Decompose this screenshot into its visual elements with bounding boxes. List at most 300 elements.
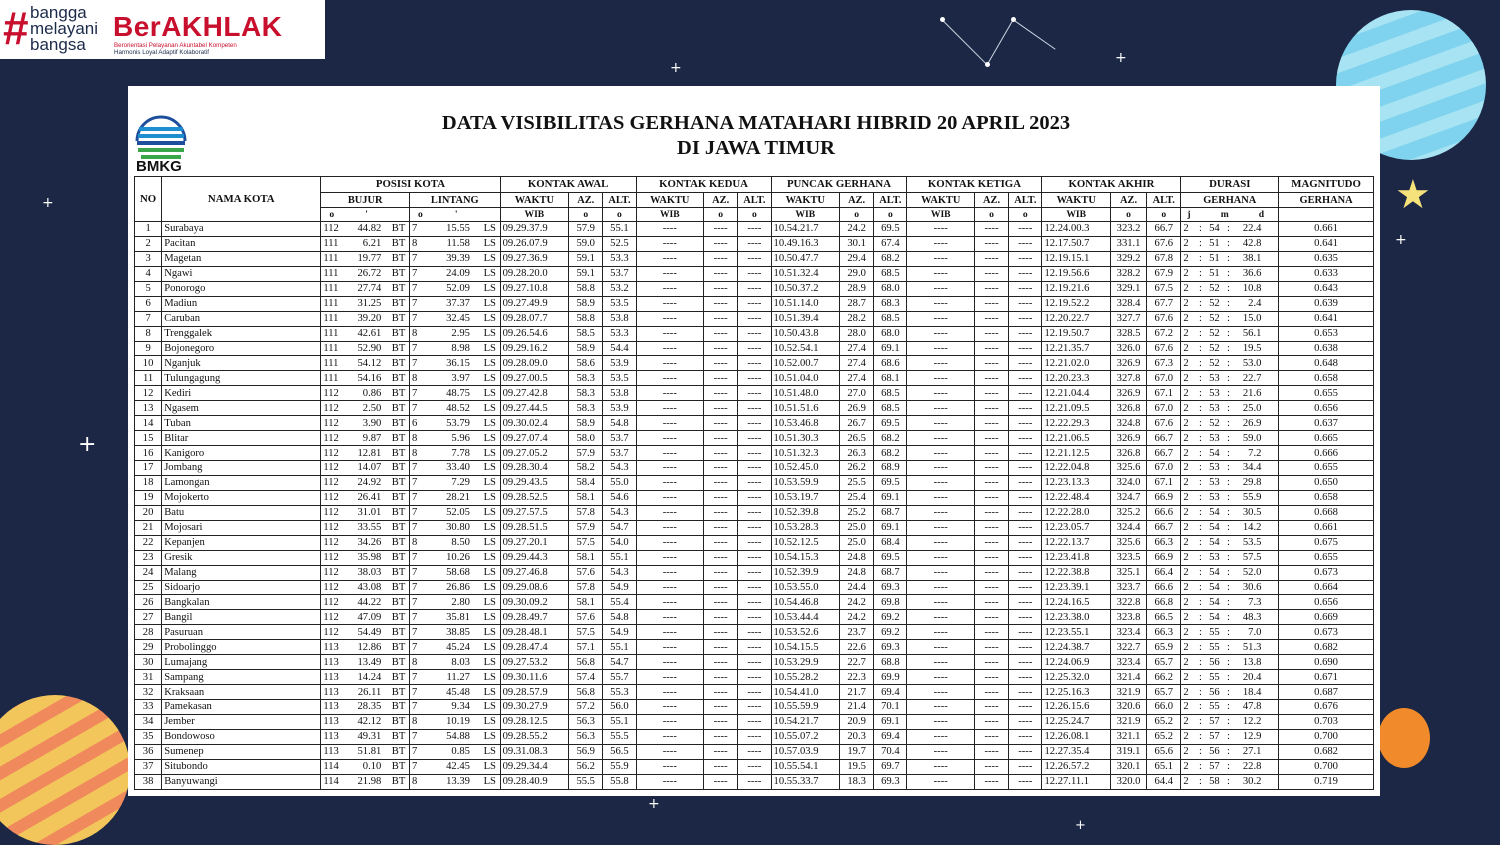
sparkle-icon: + [670,60,682,76]
lintang-dir: LS [483,537,496,549]
kontak-akhir-alt: 66.7 [1154,447,1174,459]
lintang-deg: 7 [411,731,418,743]
row-number: 22 [142,537,154,549]
header-alt: ALT. [1147,193,1181,208]
kontak-awal-waktu: 09.27.05.2 [502,447,548,459]
table-row: 20 Batu 112 31.01 BT 7 52.05 LS 09.27.57.5 57.8 54.3 ---- ---- ---- 10.52.39.8 25.2 68.7 ---- ---- ---- 12.22.28.0 325.2 66.6 2 : 54 : 30.5 0.668 [135,505,1374,520]
dash-value: ---- [747,611,762,623]
dash-value: ---- [662,342,677,354]
bujur-deg: 112 [323,507,339,519]
puncak-waktu: 10.53.59.9 [773,477,819,489]
lintang-dir: LS [483,387,496,399]
dash-value: ---- [984,522,999,534]
unit-empty [1279,208,1374,222]
kontak-awal-alt: 55.3 [610,686,629,698]
durasi-j: 2 [1183,342,1189,354]
lintang-deg: 7 [411,387,418,399]
durasi-j: 2 [1183,402,1189,414]
kontak-awal-az: 57.1 [576,641,595,653]
lintang-deg: 7 [411,746,418,758]
magnitudo-value: 0.661 [1314,522,1338,534]
kontak-akhir-az: 329.1 [1116,283,1141,295]
lintang-dir: LS [483,432,496,444]
lintang-min: 5.96 [451,432,470,444]
magnitudo-value: 0.641 [1314,238,1338,250]
lintang-deg: 7 [411,596,418,608]
bujur-dir: BT [391,761,406,773]
durasi-m: 53 [1209,552,1220,564]
dash-value: ---- [933,507,948,519]
dash-value: ---- [662,596,677,608]
puncak-az: 18.3 [847,776,866,788]
page-title: DATA VISIBILITAS GERHANA MATAHARI HIBRID 20 APRIL 2023 [441,112,1071,134]
bujur-min: 47.09 [357,611,382,623]
header-posisi-kota: POSISI KOTA [321,177,500,193]
puncak-alt: 68.3 [881,298,900,310]
lintang-min: 13.39 [446,776,470,788]
kontak-akhir-waktu: 12.26.57.2 [1044,761,1090,773]
row-number: 27 [142,611,154,623]
dash-value: ---- [1018,328,1033,340]
lintang-deg: 7 [411,462,418,474]
dash-value: ---- [984,596,999,608]
header-alt: ALT. [1009,193,1042,208]
kontak-akhir-az: 321.4 [1116,671,1141,683]
city-name: Bojonegoro [164,342,215,354]
star-dot [985,62,990,67]
kontak-akhir-alt: 66.6 [1154,507,1174,519]
kontak-akhir-waktu: 12.17.50.7 [1044,238,1090,250]
durasi-m: 52 [1209,342,1220,354]
unit-wib: WIB [500,208,568,222]
city-name: Lumajang [164,656,208,668]
dash-value: ---- [747,387,762,399]
puncak-az: 24.4 [847,581,866,593]
puncak-az: 21.4 [847,701,866,713]
lintang-deg: 6 [411,417,418,429]
kontak-awal-alt: 54.4 [610,342,629,354]
bujur-deg: 112 [323,477,339,489]
kontak-awal-alt: 55.7 [610,671,629,683]
header-az: AZ. [1110,193,1146,208]
puncak-waktu: 10.54.21.7 [773,716,819,728]
kontak-awal-waktu: 09.27.44.5 [502,402,548,414]
kontak-awal-waktu: 09.26.54.6 [502,328,548,340]
city-name: Kanigoro [164,447,205,459]
row-number: 34 [142,716,154,728]
kontak-awal-waktu: 09.30.11.6 [502,671,548,683]
durasi-m: 53 [1209,387,1220,399]
lintang-dir: LS [483,253,496,265]
dash-value: ---- [747,656,762,668]
kontak-akhir-alt: 65.1 [1154,761,1174,773]
kontak-akhir-alt: 66.7 [1154,223,1174,235]
dash-value: ---- [1018,372,1033,384]
kontak-awal-az: 56.8 [576,656,595,668]
kontak-akhir-az: 326.0 [1116,342,1141,354]
dash-value: ---- [747,238,762,250]
dash-value: ---- [1018,686,1033,698]
dash-value: ---- [662,313,677,325]
lintang-deg: 7 [411,552,418,564]
puncak-alt: 69.5 [881,223,900,235]
dash-value: ---- [747,402,762,414]
dash-value: ---- [747,447,762,459]
lintang-dir: LS [483,342,496,354]
durasi-j: 2 [1183,387,1189,399]
bujur-deg: 111 [323,357,339,369]
bujur-min: 51.81 [357,746,382,758]
dash-value: ---- [747,567,762,579]
bujur-dir: BT [391,656,406,668]
bujur-dir: BT [391,716,406,728]
berakhlak-sub-2: Harmonis Loyal Adaptif Kolaboratif [114,49,209,56]
magnitudo-value: 0.700 [1314,761,1338,773]
table-row: 36 Sumenep 113 51.81 BT 7 0.85 LS 09.31.08.3 56.9 56.5 ---- ---- ---- 10.57.03.9 19.7 70.4 ---- ---- ---- 12.27.35.4 319.1 65.6 2 : 56 : 27.1 0.682 [135,744,1374,759]
dash-value: ---- [713,761,728,773]
bujur-min: 44.82 [357,223,382,235]
dash-value: ---- [984,626,999,638]
dash-value: ---- [662,372,677,384]
dash-value: ---- [984,641,999,653]
durasi-d: 55.9 [1242,492,1262,504]
dash-value: ---- [1018,761,1033,773]
lintang-min: 32.45 [446,313,470,325]
dash-value: ---- [713,567,728,579]
lintang-dir: LS [483,567,496,579]
puncak-waktu: 10.53.28.3 [773,522,819,534]
city-name: Bangil [164,611,193,623]
kontak-akhir-alt: 65.2 [1154,716,1174,728]
puncak-az: 28.7 [847,298,866,310]
kontak-awal-az: 58.4 [576,477,595,489]
dash-value: ---- [713,716,728,728]
kontak-awal-waktu: 09.29.37.9 [502,223,548,235]
table-row: 26 Bangkalan 112 44.22 BT 7 2.80 LS 09.30.09.2 58.1 55.4 ---- ---- ---- 10.54.46.8 24.2 69.8 ---- ---- ---- 12.24.16.5 322.8 66.8 2 : 54 : 7.3 0.656 [135,595,1374,610]
lintang-dir: LS [483,328,496,340]
dash-value: ---- [713,238,728,250]
puncak-az: 24.8 [847,567,866,579]
puncak-alt: 69.1 [881,522,900,534]
puncak-alt: 69.5 [881,477,900,489]
lintang-min: 48.52 [446,402,470,414]
lintang-dir: LS [483,298,496,310]
puncak-waktu: 10.55.28.2 [773,671,819,683]
kontak-akhir-alt: 66.6 [1154,581,1174,593]
dash-value: ---- [933,776,948,788]
kontak-awal-waktu: 09.29.16.2 [502,342,548,354]
dash-value: ---- [713,283,728,295]
unit-j: j [1187,209,1191,220]
puncak-alt: 69.3 [881,581,900,593]
magnitudo-value: 0.675 [1314,537,1338,549]
dash-value: ---- [713,313,728,325]
magnitudo-value: 0.637 [1314,417,1338,429]
kontak-awal-alt: 56.5 [610,746,629,758]
bujur-min: 33.55 [357,522,382,534]
lintang-deg: 8 [411,716,418,728]
magnitudo-value: 0.687 [1314,686,1338,698]
durasi-d: 52.0 [1242,567,1262,579]
bujur-deg: 111 [323,283,339,295]
puncak-az: 27.0 [847,387,866,399]
dash-value: ---- [662,626,677,638]
lintang-min: 28.21 [446,492,470,504]
dash-value: ---- [1018,283,1033,295]
city-name: Tuban [164,417,191,429]
lintang-min: 45.24 [446,641,470,653]
durasi-m: 56 [1209,686,1220,698]
dash-value: ---- [747,253,762,265]
magnitudo-value: 0.656 [1314,402,1338,414]
durasi-j: 2 [1183,537,1189,549]
dash-value: ---- [747,716,762,728]
bujur-deg: 112 [323,522,339,534]
durasi-m: 51 [1209,238,1220,250]
dash-value: ---- [747,477,762,489]
dash-value: ---- [662,238,677,250]
dash-value: ---- [747,671,762,683]
lintang-deg: 7 [411,581,418,593]
puncak-alt: 68.7 [881,567,900,579]
dash-value: ---- [984,567,999,579]
durasi-d: 30.2 [1242,776,1262,788]
bujur-dir: BT [391,328,406,340]
lintang-dir: LS [483,552,496,564]
kontak-akhir-alt: 67.0 [1154,402,1174,414]
table-row: 3 Magetan 111 19.77 BT 7 39.39 LS 09.27.36.9 59.1 53.3 ---- ---- ---- 10.50.47.7 29.4 68.2 ---- ---- ---- 12.19.15.1 329.2 67.8 2 : 51 : 38.1 0.635 [135,251,1374,266]
bujur-deg: 111 [323,328,339,340]
durasi-j: 2 [1183,238,1189,250]
lintang-min: 15.55 [446,223,470,235]
bujur-min: 27.74 [357,283,382,295]
lintang-deg: 7 [411,611,418,623]
kontak-akhir-az: 324.7 [1116,492,1141,504]
table-row: 33 Pamekasan 113 28.35 BT 7 9.34 LS 09.30.27.9 57.2 56.0 ---- ---- ---- 10.55.59.9 21.4 70.1 ---- ---- ---- 12.26.15.6 320.6 66.0 2 : 55 : 47.8 0.676 [135,700,1374,715]
dash-value: ---- [713,432,728,444]
row-number: 33 [142,701,154,713]
dash-value: ---- [662,387,677,399]
kontak-akhir-waktu: 12.21.04.4 [1044,387,1090,399]
durasi-d: 53.0 [1242,357,1262,369]
magnitudo-value: 0.669 [1314,611,1338,623]
dash-value: ---- [747,507,762,519]
kontak-awal-alt: 54.8 [610,417,629,429]
kontak-akhir-az: 319.1 [1116,746,1141,758]
kontak-akhir-waktu: 12.19.21.6 [1044,283,1090,295]
kontak-awal-waktu: 09.29.44.3 [502,552,548,564]
row-number: 31 [142,671,154,683]
bujur-deg: 112 [323,537,339,549]
lintang-dir: LS [483,372,496,384]
lintang-deg: 8 [411,537,418,549]
hashtag-line-3: bangsa [30,35,86,54]
lintang-deg: 7 [411,477,418,489]
dash-value: ---- [1018,313,1033,325]
bujur-deg: 111 [323,372,339,384]
dash-value: ---- [713,417,728,429]
dash-value: ---- [984,357,999,369]
bujur-deg: 111 [323,298,339,310]
kontak-akhir-az: 321.9 [1116,686,1141,698]
table-row: 25 Sidoarjo 112 43.08 BT 7 26.86 LS 09.29.08.6 57.8 54.9 ---- ---- ---- 10.53.55.0 24.4 69.3 ---- ---- ---- 12.23.39.1 323.7 66.6 2 : 54 : 30.6 0.664 [135,580,1374,595]
kontak-awal-az: 58.1 [576,596,595,608]
dash-value: ---- [662,357,677,369]
bujur-dir: BT [391,596,406,608]
kontak-akhir-az: 323.4 [1116,626,1141,638]
kontak-akhir-alt: 66.9 [1154,552,1174,564]
dash-value: ---- [933,417,948,429]
puncak-waktu: 10.51.30.3 [773,432,819,444]
dash-value: ---- [933,686,948,698]
bujur-dir: BT [391,357,406,369]
kontak-awal-alt: 53.3 [610,328,629,340]
kontak-awal-waktu: 09.28.07.7 [502,313,548,325]
dash-value: ---- [984,731,999,743]
magnitudo-value: 0.638 [1314,342,1338,354]
table-row: 17 Jombang 112 14.07 BT 7 33.40 LS 09.28.30.4 58.2 54.3 ---- ---- ---- 10.52.45.0 26.2 68.9 ---- ---- ---- 12.22.04.8 325.6 67.0 2 : 53 : 34.4 0.655 [135,461,1374,476]
dash-value: ---- [1018,671,1033,683]
kontak-akhir-az: 331.1 [1116,238,1141,250]
durasi-m: 54 [1209,611,1220,623]
puncak-waktu: 10.51.04.0 [773,372,819,384]
dash-value: ---- [713,537,728,549]
dash-value: ---- [662,701,677,713]
dash-value: ---- [713,342,728,354]
durasi-d: 13.8 [1242,656,1262,668]
dash-value: ---- [747,746,762,758]
dash-value: ---- [984,671,999,683]
durasi-d: 48.3 [1242,611,1262,623]
row-number: 26 [142,596,154,608]
dash-value: ---- [713,447,728,459]
magnitudo-value: 0.650 [1314,477,1338,489]
kontak-akhir-waktu: 12.25.16.3 [1044,686,1090,698]
durasi-j: 2 [1183,223,1189,235]
durasi-m: 52 [1209,283,1220,295]
dash-value: ---- [713,387,728,399]
bujur-min: 12.86 [357,641,382,653]
puncak-waktu: 10.50.37.2 [773,283,819,295]
unit-deg: o [738,208,771,222]
magnitudo-value: 0.653 [1314,328,1338,340]
lintang-deg: 8 [411,432,418,444]
kontak-awal-az: 58.8 [576,283,595,295]
row-number: 17 [142,462,154,474]
bujur-deg: 112 [323,387,339,399]
dash-value: ---- [1018,611,1033,623]
lintang-deg: 7 [411,223,418,235]
dash-value: ---- [662,552,677,564]
kontak-akhir-waktu: 12.19.50.7 [1044,328,1090,340]
kontak-akhir-alt: 67.0 [1154,372,1174,384]
unit-jmd [1181,208,1279,222]
dash-value: ---- [984,238,999,250]
puncak-waktu: 10.52.54.1 [773,342,819,354]
kontak-awal-alt: 55.1 [610,716,629,728]
bujur-min: 42.61 [357,328,382,340]
dash-value: ---- [662,641,677,653]
puncak-az: 27.4 [847,342,866,354]
city-name: Kepanjen [164,537,205,549]
puncak-az: 19.7 [847,746,866,758]
puncak-alt: 68.8 [881,656,900,668]
table-row: 11 Tulungagung 111 54.16 BT 8 3.97 LS 09.27.00.5 58.3 53.5 ---- ---- ---- 10.51.04.0 27.4 68.1 ---- ---- ---- 12.20.23.3 327.8 67.0 2 : 53 : 22.7 0.658 [135,371,1374,386]
kontak-akhir-alt: 65.6 [1154,746,1174,758]
durasi-j: 2 [1183,671,1189,683]
dash-value: ---- [747,328,762,340]
kontak-awal-az: 56.9 [576,746,595,758]
kontak-awal-alt: 54.3 [610,462,629,474]
kontak-awal-az: 58.1 [576,492,595,504]
lintang-dir: LS [483,223,496,235]
dash-value: ---- [984,776,999,788]
dash-value: ---- [747,283,762,295]
kontak-awal-az: 58.5 [576,328,595,340]
lintang-min: 45.48 [446,686,470,698]
kontak-awal-alt: 55.0 [610,477,629,489]
lintang-dir: LS [483,313,496,325]
durasi-j: 2 [1183,313,1189,325]
header-lintang: LINTANG [409,193,500,208]
logo-banner [0,0,325,59]
kontak-awal-az: 56.8 [576,686,595,698]
bujur-deg: 111 [323,238,339,250]
unit-wib: WIB [771,208,839,222]
magnitudo-value: 0.641 [1314,313,1338,325]
kontak-awal-az: 58.3 [576,372,595,384]
bujur-deg: 112 [323,447,339,459]
bujur-deg: 113 [323,701,339,713]
bujur-dir: BT [391,552,406,564]
bujur-min: 13.49 [357,656,382,668]
dash-value: ---- [747,357,762,369]
hashtag-line-2: melayani [30,19,99,38]
durasi-m: 57 [1209,716,1220,728]
durasi-m: 54 [1209,537,1220,549]
row-number: 32 [142,686,154,698]
bujur-deg: 111 [323,342,339,354]
city-name: Caruban [164,313,201,325]
durasi-j: 2 [1183,328,1189,340]
kontak-akhir-alt: 66.5 [1154,611,1174,623]
magnitudo-value: 0.690 [1314,656,1338,668]
kontak-awal-alt: 54.6 [610,492,629,504]
row-number: 10 [142,357,154,369]
row-number: 19 [142,492,154,504]
durasi-j: 2 [1183,552,1189,564]
bujur-min: 35.98 [357,552,382,564]
kontak-akhir-alt: 65.7 [1154,686,1174,698]
dash-value: ---- [662,656,677,668]
dash-value: ---- [662,731,677,743]
kontak-akhir-az: 329.2 [1116,253,1141,265]
dash-value: ---- [1018,567,1033,579]
dash-value: ---- [1018,238,1033,250]
dash-value: ---- [662,432,677,444]
kontak-awal-az: 58.2 [576,462,595,474]
durasi-j: 2 [1183,462,1189,474]
durasi-j: 2 [1183,522,1189,534]
lintang-deg: 7 [411,686,418,698]
city-name: Sumenep [164,746,204,758]
dash-value: ---- [1018,268,1033,280]
unit-deg: o [840,208,874,222]
kontak-akhir-az: 320.0 [1116,776,1141,788]
dash-value: ---- [713,328,728,340]
dash-value: ---- [747,731,762,743]
puncak-az: 23.7 [847,626,866,638]
